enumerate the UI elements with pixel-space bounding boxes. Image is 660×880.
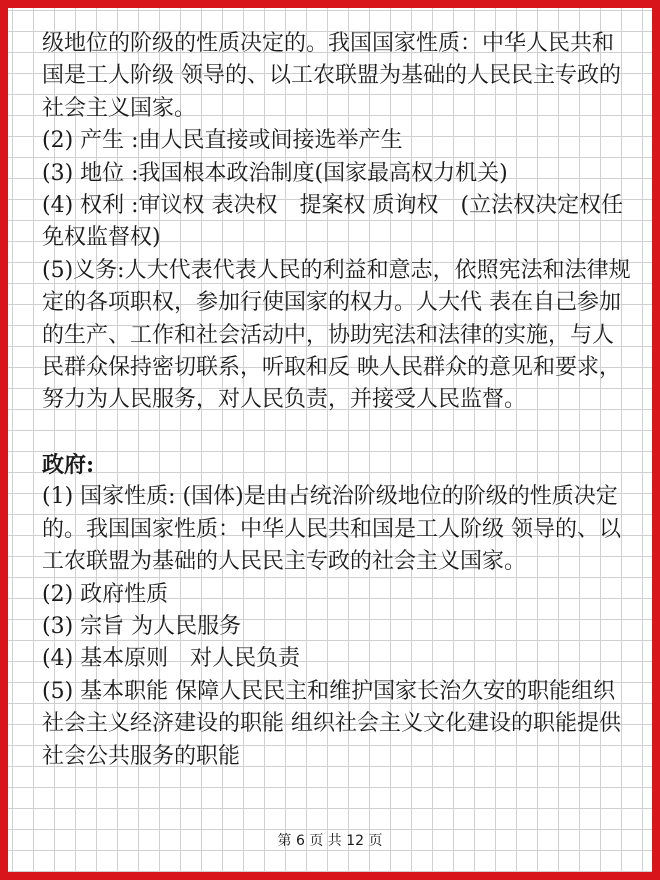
page-number-current: 6	[295, 833, 305, 849]
page-number-footer	[8, 830, 652, 850]
government-item-3: (3) 宗旨 为人民服务	[42, 613, 242, 639]
npc-item-4: (4) 权利 :审议权 表决权 提案权 质询权 (立法权决定权任免权监督权)	[42, 193, 624, 251]
government-item-2: (2) 政府性质	[42, 581, 169, 607]
government-item-1: (1) 国家性质: (国体)是由占统治阶级地位的阶级的性质决定的。我国国家性质：中华人民共和国是工人阶级 领导的、以工农联盟为基础的人民民主专政的社会主义国家。	[42, 484, 621, 575]
npc-item-5: (5)义务:人大代表代表人民的利益和意志，依照宪法和法律规定的各项职权，参加行使国家的权力。人大代 表在自己参加的生产、工作和社会活动中，协助宪法和法律的实施，与人民群众保持密切联系，听取和反 映人民群众的意见和要求，努力为人民服务，对人民负责，并接受人民监督。	[42, 257, 631, 413]
page-number-prefix: 第	[277, 833, 292, 849]
npc-intro-paragraph: 级地位的阶级的性质决定的。我国国家性质：中华人民共和国是工人阶级 领导的、以工农联盟为基础的人民民主专政的社会主义国家。	[42, 31, 621, 121]
government-heading: 政府:	[42, 451, 95, 478]
page-number-total: 12	[346, 833, 365, 849]
page-number-middle: 页 共	[309, 833, 342, 849]
npc-item-3: (3) 地位 :我国根本政治制度(国家最高权力机关)	[42, 160, 508, 186]
page-content	[42, 28, 632, 773]
government-item-5: (5) 基本职能 保障人民民主和维护国家长治久安的职能组织社会主义经济建设的职能 组织社会主义文化建设的职能提供社会公共服务的职能	[42, 678, 621, 769]
government-item-4: (4) 基本原则 对人民负责	[42, 646, 301, 672]
npc-item-2: (2) 产生 :由人民直接或间接选举产生	[42, 128, 403, 154]
page-number-suffix: 页	[368, 833, 383, 849]
section-gap	[42, 417, 632, 449]
